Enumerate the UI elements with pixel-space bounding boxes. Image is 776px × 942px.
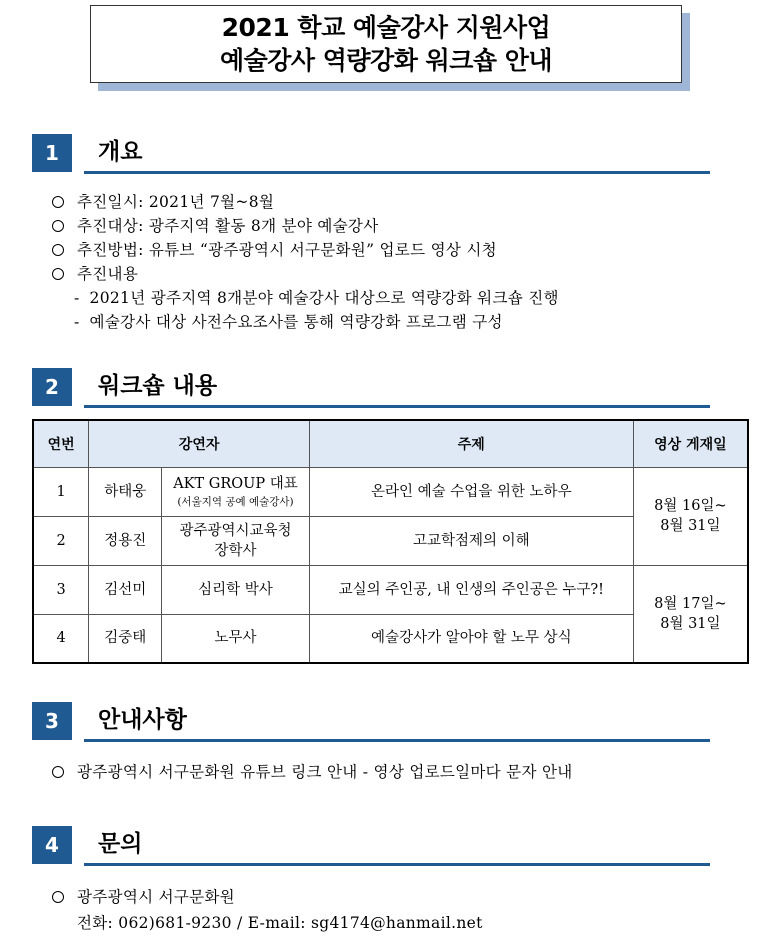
section-rule (84, 405, 710, 408)
row-date: 8월 16일~ 8월 31일 (633, 467, 748, 565)
section-title: 개요 (98, 139, 143, 165)
section-rule (84, 863, 710, 866)
circle-bullet-icon (52, 220, 64, 232)
header-no: 연번 (33, 420, 89, 467)
overview-item: 추진대상: 광주지역 활동 8개 분야 예술강사 (52, 214, 378, 238)
table-header-row (33, 420, 748, 467)
row-name: 김선미 (89, 565, 162, 614)
circle-bullet-icon (52, 268, 64, 280)
row-no: 1 (33, 467, 89, 516)
circle-bullet-icon (52, 891, 64, 903)
section-2-header (32, 368, 710, 410)
section-title: 안내사항 (98, 707, 187, 733)
row-name: 정용진 (89, 516, 162, 565)
table-row (33, 467, 748, 516)
table-row (33, 565, 748, 614)
row-topic: 온라인 예술 수업을 위한 노하우 (309, 467, 633, 516)
section-number: 1 (32, 134, 72, 172)
overview-sub-item: - 2021년 광주지역 8개분야 예술강사 대상으로 역량강화 워크숍 진행 (74, 289, 559, 307)
section-title: 문의 (98, 831, 143, 857)
row-role: 심리학 박사 (162, 565, 310, 614)
workshop-table (32, 419, 749, 664)
row-role: AKT GROUP 대표 (서울지역 공예 예술강사) (162, 467, 310, 516)
row-topic: 예술강사가 알아야 할 노무 상식 (309, 614, 633, 663)
title-line-2: 예술강사 역량강화 워크숍 안내 (219, 46, 553, 75)
notice-item: 광주광역시 서구문화원 유튜브 링크 안내 - 영상 업로드일마다 문자 안내 (52, 760, 573, 784)
title-block (90, 5, 690, 91)
header-date: 영상 게재일 (633, 420, 748, 467)
row-role: 광주광역시교육청 장학사 (162, 516, 310, 565)
title-line-1: 2021 학교 예술강사 지원사업 (221, 13, 551, 42)
circle-bullet-icon (52, 196, 64, 208)
circle-bullet-icon (52, 244, 64, 256)
row-no: 3 (33, 565, 89, 614)
row-date: 8월 17일~ 8월 31일 (633, 565, 748, 663)
section-3-header (32, 702, 710, 744)
row-name: 김중태 (89, 614, 162, 663)
overview-item: 추진일시: 2021년 7월~8월 (52, 190, 274, 214)
contact-detail: 전화: 062)681-9230 / E-mail: sg4174@hanmail.net (77, 914, 483, 932)
row-no: 2 (33, 516, 89, 565)
section-number: 4 (32, 826, 72, 864)
overview-sub-item: - 예술강사 대상 사전수요조사를 통해 역량강화 프로그램 구성 (74, 313, 503, 331)
circle-bullet-icon (52, 766, 64, 778)
row-role: 노무사 (162, 614, 310, 663)
row-topic: 고교학점제의 이해 (309, 516, 633, 565)
row-name: 하태웅 (89, 467, 162, 516)
section-rule (84, 171, 710, 174)
section-1-header (32, 134, 710, 176)
contact-org: 광주광역시 서구문화원 (52, 885, 235, 909)
header-speaker: 강연자 (89, 420, 309, 467)
section-4-header (32, 826, 710, 868)
section-number: 3 (32, 702, 72, 740)
section-rule (84, 739, 710, 742)
overview-item: 추진방법: 유튜브 “광주광역시 서구문화원” 업로드 영상 시청 (52, 238, 497, 262)
section-title: 워크숍 내용 (98, 373, 218, 399)
overview-item: 추진내용 (52, 262, 138, 286)
row-no: 4 (33, 614, 89, 663)
section-number: 2 (32, 368, 72, 406)
row-topic: 교실의 주인공, 내 인생의 주인공은 누구?! (309, 565, 633, 614)
header-topic: 주제 (309, 420, 633, 467)
title-box (90, 5, 682, 83)
